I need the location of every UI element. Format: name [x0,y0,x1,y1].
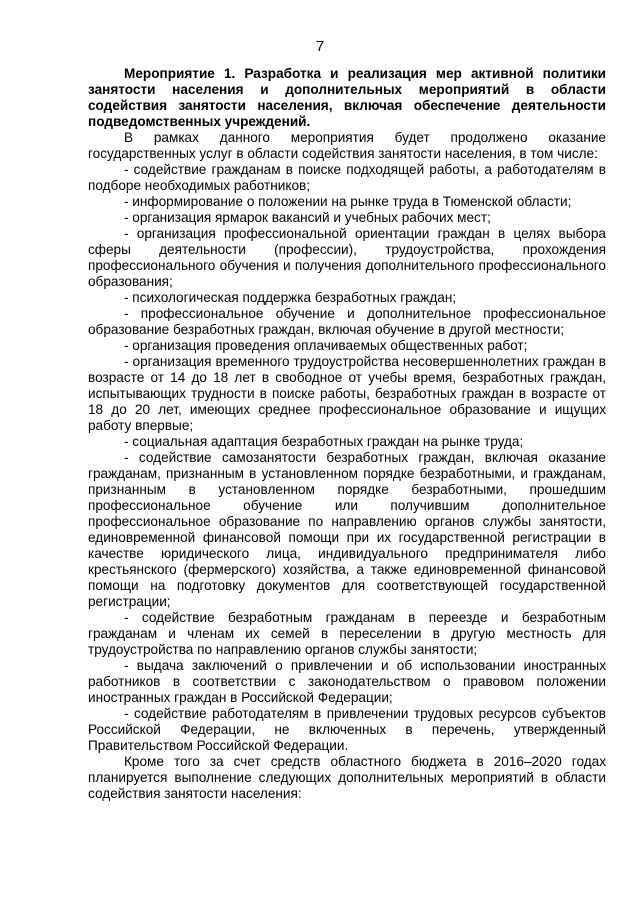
list-item: - профессиональное обучение и дополнительное профессиональное образование безработных граждан, включая обучение в другой местности; [88,306,606,337]
list-item: - информирование о положении на рынке труда в Тюменской области; [124,194,572,209]
list-item: - организация временного трудоустройства несовершеннолетних граждан в возрасте от 14 до 18 лет в свободное от учебы время, безработных граждан, испытывающих трудности в поиске работы, безработных граждан в возрасте от 18 до 20 лет, имеющих среднее профессиональное образование и ищущих работу впервые; [88,354,606,433]
intro-paragraph: В рамках данного мероприятия будет продолжено оказание государственных услуг в области содействия занятости населения, в том числе: [88,130,606,161]
list-item: - содействие гражданам в поиске подходящей работы, а работодателям в подборе необходимых работников; [88,162,606,193]
list-item: - организация профессиональной ориентации граждан в целях выбора сферы деятельности (профессии), трудоустройства, прохождения профессионального обучения и получения дополнительного профессионального образования; [88,226,606,289]
list-item: - психологическая поддержка безработных граждан; [124,290,457,305]
list-item: - организация ярмарок вакансий и учебных рабочих мест; [124,210,491,225]
list-item: - содействие работодателям в привлечении трудовых ресурсов субъектов Российской Федерации, не включенных в перечень, утвержденный Правительством Российской Федерации. [88,706,606,753]
list-item: - выдача заключений о привлечении и об использовании иностранных работников в соответствии с законодательством о правовом положении иностранных граждан в Российской Федерации; [88,658,606,705]
page-number: 7 [315,38,325,55]
list-item: - социальная адаптация безработных граждан на рынке труда; [124,434,524,449]
list-item: - организация проведения оплачиваемых общественных работ; [124,338,528,353]
list-item: - содействие безработным гражданам в переезде и безработным гражданам и членам их семей в переселении в другую местность для трудоустройства по направлению органов службы занятости; [88,610,606,657]
closing-paragraph: Кроме того за счет средств областного бюджета в 2016–2020 годах планируется выполнение следующих дополнительных мероприятий в области содействия занятости населения: [88,754,606,801]
list-item: - содействие самозанятости безработных граждан, включая оказание гражданам, признанным в установленном порядке безработными, и гражданам, признанным в установленном порядке безработными, прошедшим профессиональное обучение или получившим дополнительное профессиональное образование по направлению органов службы занятости, единовременной финансовой помощи при их государственной регистрации в качестве юридического лица, индивидуального предпринимателя либо крестьянского (фермерского) хозяйства, а также единовременной финансовой помощи на подготовку документов для соответствующей государственной регистрации; [88,450,606,609]
document-body [88,66,606,802]
section-heading: Мероприятие 1. Разработка и реализация мер активной политики занятости населения и дополнительных мероприятий в области содействия занятости населения, включая обеспечение деятельности подведомственных учреждений. [88,66,606,129]
